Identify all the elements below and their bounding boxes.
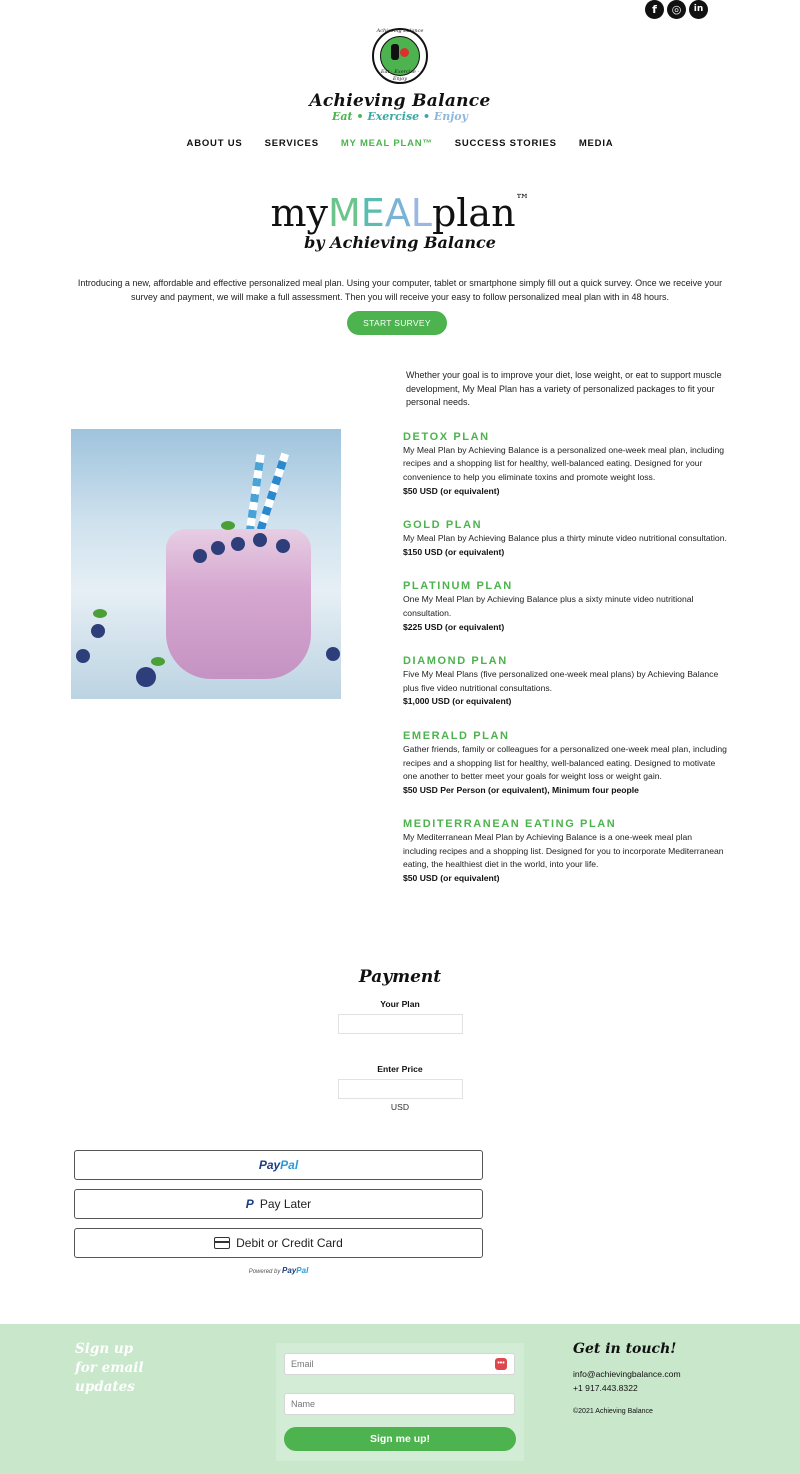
nav-services[interactable]: SERVICES <box>264 138 319 149</box>
page-subtitle: by Achieving Balance <box>304 233 496 252</box>
sign-me-up-button[interactable]: Sign me up! <box>284 1427 516 1451</box>
card-label: Debit or Credit Card <box>236 1236 343 1250</box>
plans-list <box>403 369 728 907</box>
paypal-button[interactable] <box>74 1150 483 1180</box>
contact-email[interactable]: info@achievingbalance.com <box>573 1369 681 1379</box>
plan-platinum <box>403 580 728 634</box>
your-plan-input[interactable] <box>338 1014 463 1034</box>
nav-my-meal-plan[interactable]: MY MEAL PLAN™ <box>340 138 433 149</box>
nav-media[interactable]: MEDIA <box>578 138 614 149</box>
blueberry <box>231 537 245 551</box>
plan-title: PLATINUM PLAN <box>403 580 513 593</box>
signup-title: Sign up for email updates <box>75 1341 144 1395</box>
seal-top-text: Achieving Balance <box>376 28 424 34</box>
plan-title: MEDITERRANEAN EATING PLAN <box>403 818 617 831</box>
blueberry <box>136 667 156 687</box>
contact-phone[interactable]: +1 917.443.8322 <box>573 1382 638 1393</box>
intro-text: Introducing a new, affordable and effective personalized meal plan. Using your computer, tablet or smartphone simply fill out a quick survey. Once we receive your survey and payment, we will make a full assessment. Then you will receive your easy to follow personalized meal plan with in 48 hours. <box>77 278 723 302</box>
plan-price: $50 USD (or equivalent) <box>403 485 500 496</box>
pay-later-label: Pay Later <box>259 1197 312 1211</box>
plan-diamond <box>403 655 728 709</box>
social-links <box>645 0 708 19</box>
tag-exercise: Exercise <box>367 110 420 123</box>
logo-name: Achieving Balance <box>309 91 491 111</box>
site-logo[interactable] <box>0 28 800 123</box>
apple-icon <box>400 48 409 57</box>
plan-title: GOLD PLAN <box>403 519 483 532</box>
plan-title: DIAMOND PLAN <box>403 655 508 668</box>
contact-title: Get in touch! <box>573 1341 677 1357</box>
contact-block <box>573 1340 681 1417</box>
tag-sep-1: • <box>352 110 368 123</box>
plan-price: $50 USD Per Person (or equivalent), Minimum four people <box>403 784 639 795</box>
plan-description: My Mediterranean Meal Plan by Achieving Balance is a one-week meal plan including recipes and a shopping list. Designed for you to incorporate Mediterranean eating, the healthiest diet in the world, into your life. <box>403 832 724 870</box>
email-input[interactable]: Email ••• <box>284 1353 515 1375</box>
currency-label: USD <box>390 1102 410 1112</box>
footer <box>0 1324 800 1474</box>
main-nav <box>0 138 800 150</box>
plan-description: Gather friends, family or colleagues for a personalized one-week meal plan, including recipes and a shopping list for healthy, well-balanced eating. Designed to motivate one another to better meet your goals for weight loss or weight gain. <box>403 743 727 782</box>
logo-seal <box>372 28 428 84</box>
plan-price: $150 USD (or equivalent) <box>403 546 505 557</box>
plan-description: My Meal Plan by Achieving Balance is a personalized one-week meal plan, including recipes and a shopping list for healthy, well-balanced eating. Designed for your convenience to help you eliminate toxins and promote weight loss. <box>403 444 725 482</box>
plan-description: My Meal Plan by Achieving Balance plus a thirty minute video nutritional consultation. <box>403 533 727 544</box>
signup-form <box>276 1343 524 1461</box>
plan-description: One My Meal Plan by Achieving Balance plus a sixty minute video nutritional consultation. <box>403 594 694 618</box>
linkedin-icon[interactable]: in <box>689 0 708 19</box>
plan-price: $225 USD (or equivalent) <box>403 621 505 632</box>
blueberry <box>193 549 207 563</box>
plan-gold <box>403 519 728 559</box>
seal-bottom-text: Eat · Exercise · Enjoy <box>380 69 420 82</box>
tag-sep-2: • <box>419 110 434 123</box>
smoothie-glass <box>166 529 311 679</box>
plan-detox <box>403 431 728 498</box>
facebook-icon[interactable]: f <box>645 0 664 19</box>
name-input[interactable]: Name <box>284 1393 515 1415</box>
paypal-logo: PayPal <box>258 1158 299 1172</box>
tag-enjoy: Enjoy <box>433 110 468 123</box>
enter-price-input[interactable] <box>338 1079 463 1099</box>
password-manager-icon[interactable]: ••• <box>495 1358 507 1370</box>
blueberry <box>326 647 340 661</box>
paypal-p-icon: P <box>245 1197 254 1211</box>
plan-price: $50 USD (or equivalent) <box>403 873 500 884</box>
pay-later-button[interactable] <box>74 1189 483 1219</box>
plan-mediterranean <box>403 818 728 885</box>
your-plan-label: Your Plan <box>380 999 420 1009</box>
plan-emerald <box>403 730 728 797</box>
title-plan: plan <box>431 191 516 235</box>
title-a: A <box>384 191 411 235</box>
page-title <box>0 178 800 235</box>
mint-leaf <box>151 657 165 666</box>
mint-leaf <box>93 609 107 618</box>
logo-tagline <box>0 110 800 123</box>
title-l: L <box>410 191 432 235</box>
hero <box>0 178 800 253</box>
start-survey-button[interactable]: START SURVEY <box>347 311 447 335</box>
blueberry <box>76 649 90 663</box>
runner-icon <box>391 44 399 60</box>
smoothie-image <box>71 429 341 699</box>
blueberry <box>211 541 225 555</box>
plan-price: $1,000 USD (or equivalent) <box>403 696 512 707</box>
plans-lead: Whether your goal is to improve your diet, lose weight, or eat to support muscle development, My Meal Plan has a variety of personalized packages to fit your personal needs. <box>406 370 722 408</box>
blueberry <box>276 539 290 553</box>
credit-card-icon <box>214 1237 230 1249</box>
plan-title: EMERALD PLAN <box>403 729 510 742</box>
mint-leaf <box>221 521 235 530</box>
title-e: E <box>360 191 385 235</box>
card-button[interactable] <box>74 1228 483 1258</box>
instagram-icon[interactable]: ◎ <box>667 0 686 19</box>
tag-eat: Eat <box>332 110 353 123</box>
title-my: my <box>270 191 328 235</box>
plan-title: DETOX PLAN <box>403 430 490 443</box>
payment-title: Payment <box>358 967 442 987</box>
plan-description: Five My Meal Plans (five personalized one-week meal plans) by Achieving Balance plus five video nutritional consultations. <box>403 669 719 693</box>
powered-by-paypal: Powered by PayPal <box>248 1266 309 1275</box>
payment-section <box>0 966 800 1113</box>
title-tm: ™ <box>515 192 530 208</box>
blueberry <box>253 533 267 547</box>
title-m: M <box>327 191 361 235</box>
enter-price-label: Enter Price <box>377 1064 423 1074</box>
nav-about-us[interactable]: ABOUT US <box>186 138 243 149</box>
nav-success-stories[interactable]: SUCCESS STORIES <box>454 138 557 149</box>
copyright: ©2021 Achieving Balance <box>573 1408 653 1416</box>
blueberry <box>91 624 105 638</box>
